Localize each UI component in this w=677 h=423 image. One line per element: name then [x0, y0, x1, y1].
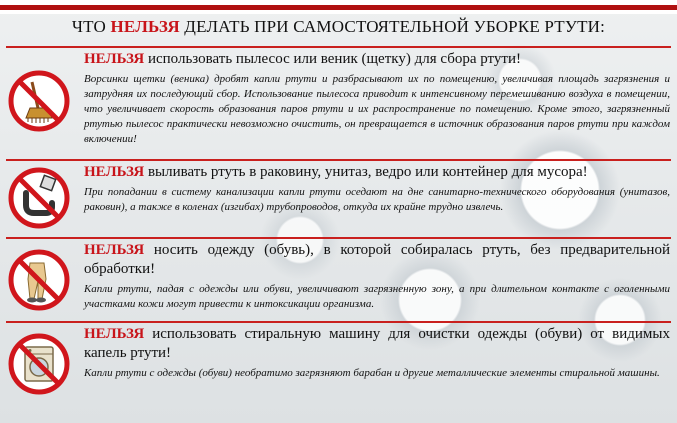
rule-heading: НЕЛЬЗЯ использовать стиральную машину для очистки одежды (обуви) от видимых капель ртути! [84, 326, 670, 361]
rule-section-washing-machine [0, 321, 677, 421]
rule-section-sink [0, 159, 677, 235]
rule-text [84, 241, 670, 312]
section-divider [6, 159, 671, 161]
section-divider [6, 46, 671, 48]
rule-heading: НЕЛЬЗЯ выливать ртуть в раковину, унитаз, ведро или контейнер для мусора! [84, 164, 588, 180]
top-red-stripe [0, 5, 677, 10]
rule-section-clothing [0, 237, 677, 322]
rule-section-vacuum [0, 46, 677, 160]
rule-explanation: Капли ртути, падая с одежды или обуви, увеличивают загрязненную зону, а при длительном контакте с оголенными участками кожи могут привести к интоксикации организма. [84, 283, 670, 310]
top-border [0, 0, 677, 14]
title-accent: НЕЛЬЗЯ [110, 17, 180, 36]
vacuum-broom-prohibited-icon [8, 70, 70, 132]
rule-text [84, 163, 670, 215]
section-divider [6, 237, 671, 239]
rule-explanation: Ворсинки щетки (веника) дробят капли ртути и разбрасывают их по помещению, увеличивая площадь загрязнения и затрудняя их последующий сбор. Использование пылесоса приводит к интенсивному перемешиванию воздуха в помещении, что увеличивает скорость образования паров ртути и их распространение по помещению. Кроме этого, загрязненный ртутью пылесос практически невозможно очистить, он превращается в источник образования паров ртути при каждом включении! [84, 73, 670, 145]
rule-text [84, 50, 670, 147]
rule-heading: НЕЛЬЗЯ использовать пылесос или веник (щетку) для сбора ртути! [84, 51, 521, 67]
rule-explanation: Капли ртути с одежды (обуви) необратимо загрязняют барабан и другие металлические элементы стиральной машины. [84, 367, 660, 379]
sink-drain-prohibited-icon [8, 167, 70, 229]
rule-text [84, 325, 670, 381]
rule-explanation: При попадании в систему канализации капли ртути оседают на дне санитарно-технического оборудования (унитазов, раковин), а также в коленах (изгибах) трубопроводов, откуда их крайне трудно извлечь. [84, 186, 670, 213]
clothing-shoes-prohibited-icon [8, 249, 70, 311]
section-divider [6, 321, 671, 323]
rule-heading: НЕЛЬЗЯ носить одежду (обувь), в которой собиралась ртуть, без предварительной обработки! [84, 242, 670, 277]
page-title: ЧТО НЕЛЬЗЯ ДЕЛАТЬ ПРИ САМОСТОЯТЕЛЬНОЙ УБОРКЕ РТУТИ: [71, 17, 606, 36]
washing-machine-prohibited-icon [8, 333, 70, 395]
